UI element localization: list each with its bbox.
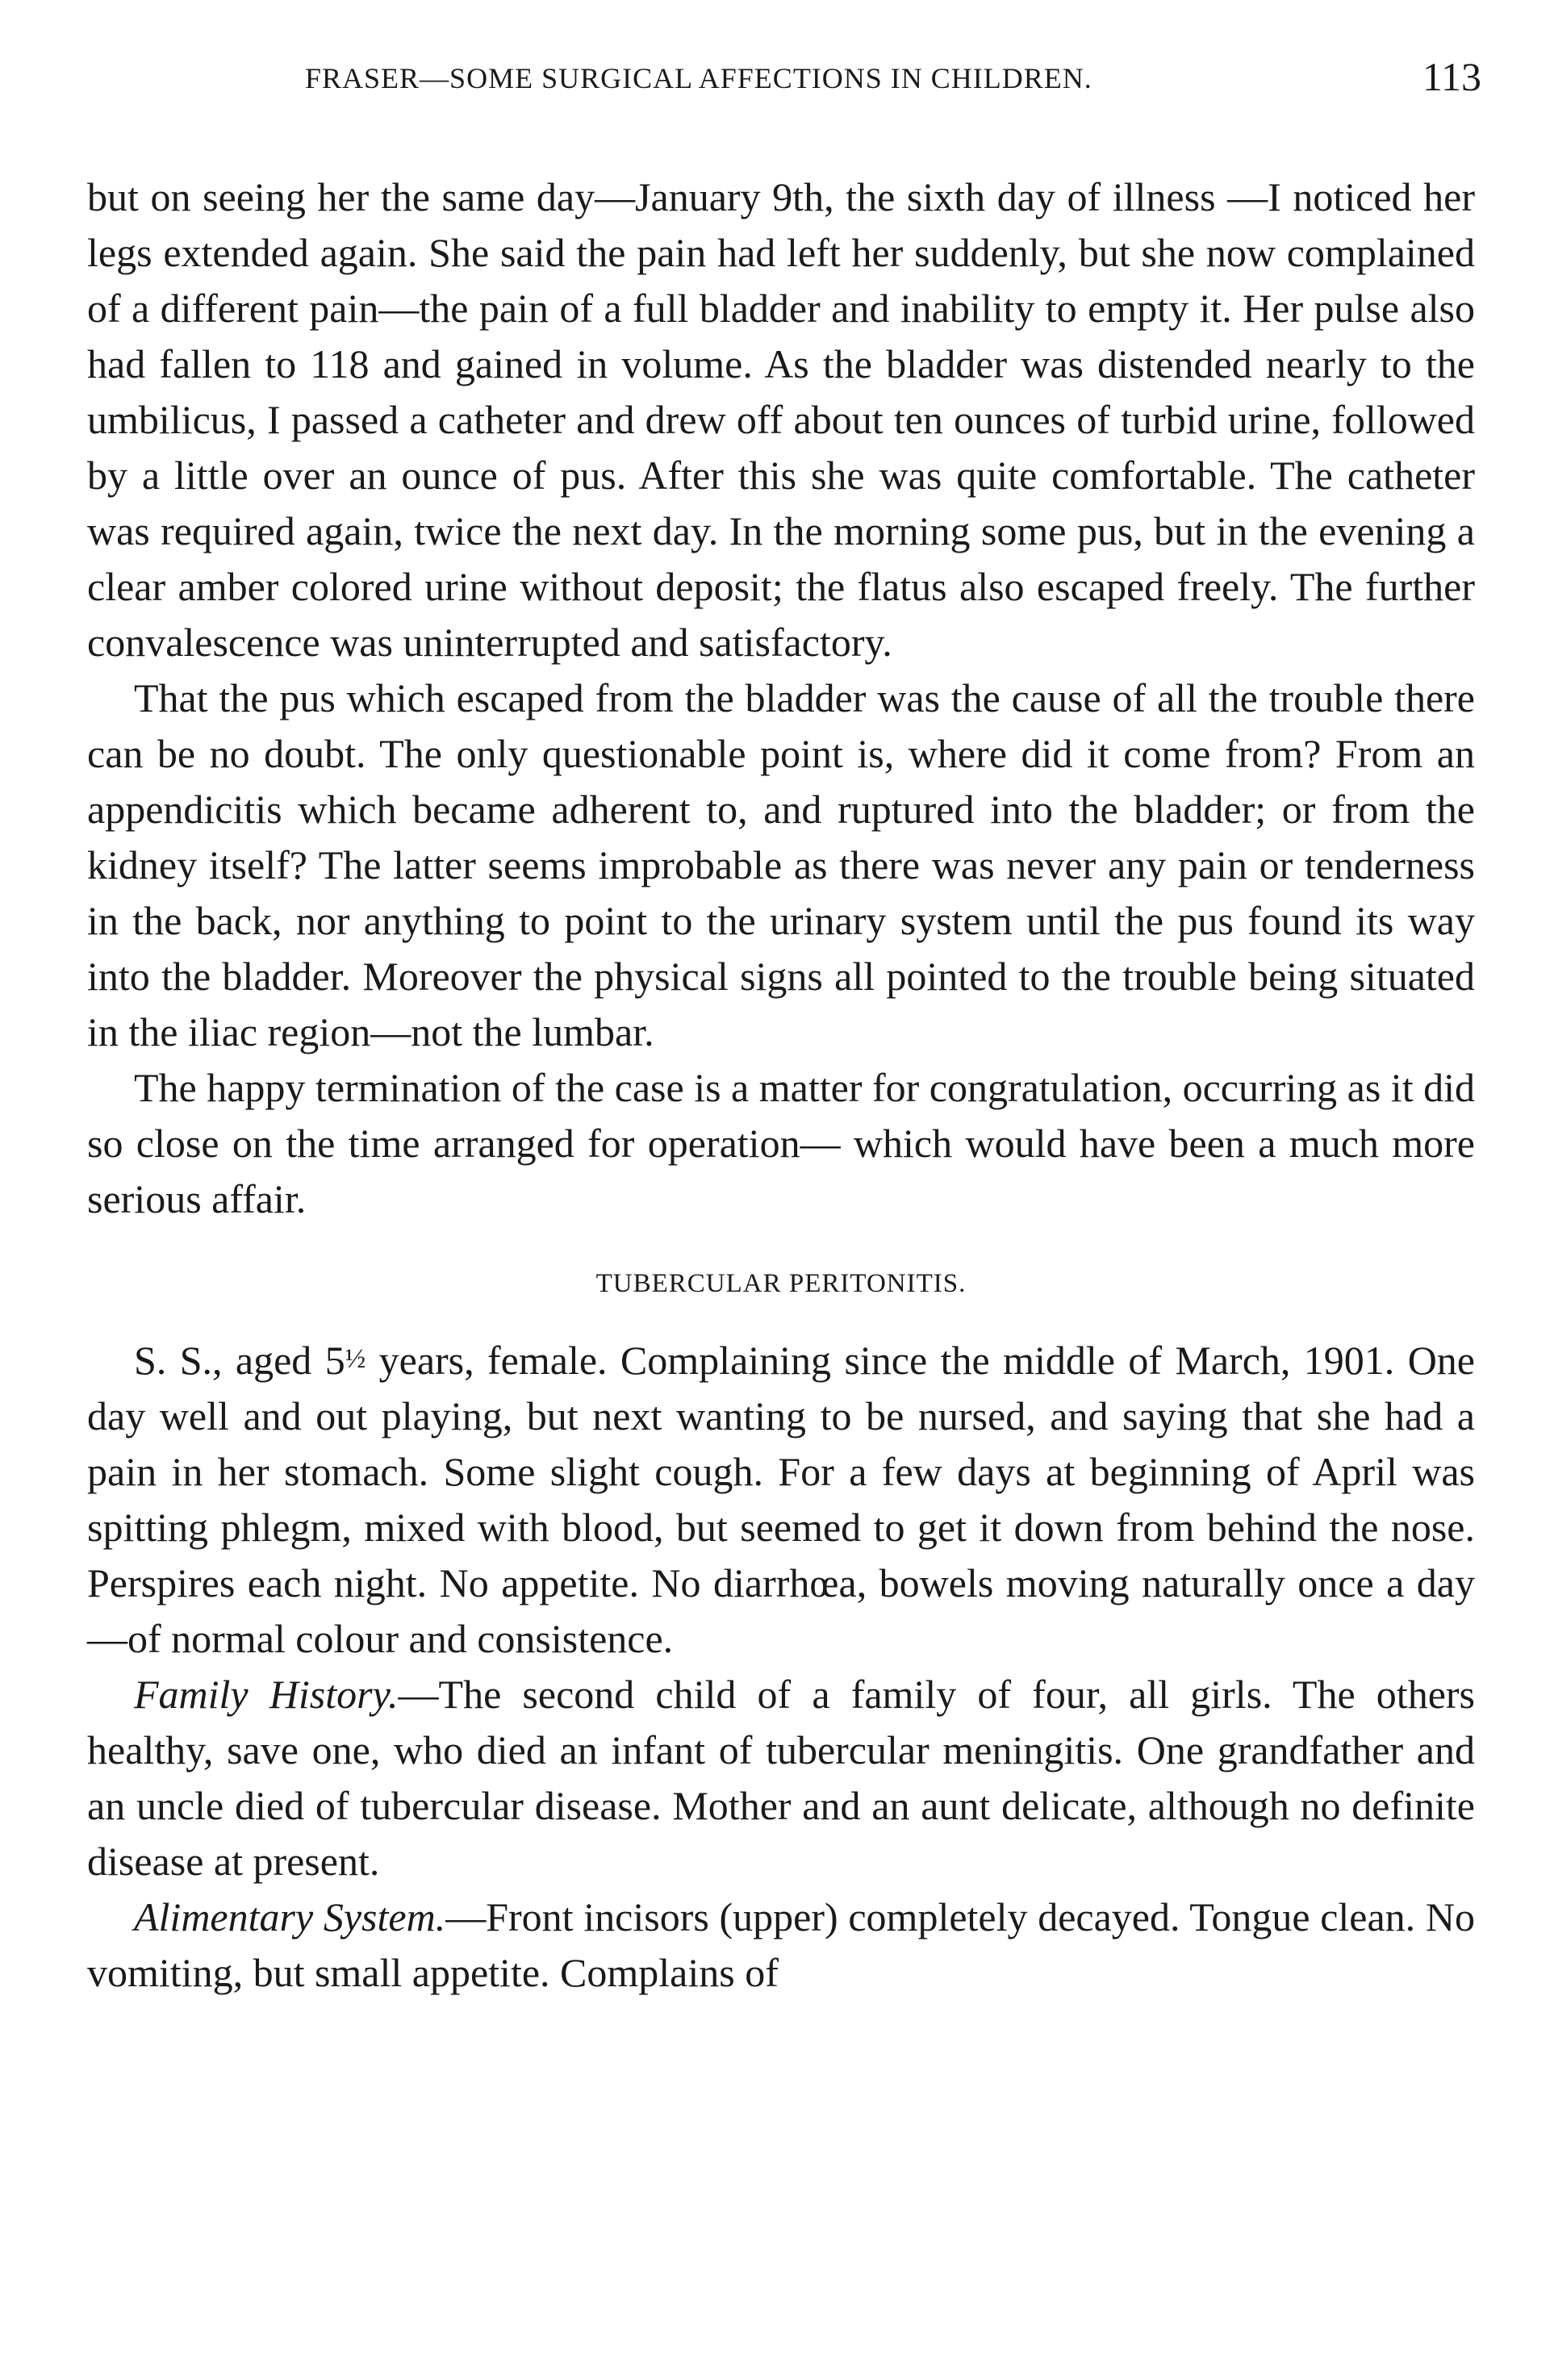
paragraph-continuation: but on seeing her the same day—January 9th, the sixth day of illness —I noticed her legs extended again. She said the pain had left her suddenly, but she now complained of a different pain—the pain of a full bladder and inability to empty it. Her pulse also had fallen to 118 and gained in volume. As the bladder was distended nearly to the umbilicus, I passed a catheter and drew off about ten ounces of turbid urine, followed by a little over an ounce of pus. After this she was quite comfortable. The catheter was required again, twice the next day. In the morning some pus, but in the evening a clear amber colored urine without deposit; the flatus also escaped freely. The further convalescence was uninterrupted and satisfactory. (87, 174, 1475, 665)
paragraph-pus-cause: That the pus which escaped from the bladder was the cause of all the trouble there can be no doubt. The only questionable point is, where did it come from? From an appendicitis which became adherent to, and ruptured into the bladder; or from the kidney itself? The latter seems improbable as there was never any pain or tenderness in the back, nor anything to point to the urinary system until the pus found its way into the bladder. Moreover the physical signs all pointed to the trouble being situated in the iliac region—not the lumbar. (87, 675, 1475, 1054)
body-text (87, 169, 1475, 2001)
alimentary-system-label: Alimentary System. (134, 1894, 446, 1939)
alimentary-system-text: —Front incisors (upper) completely decayed. Tongue clean. No vomiting, but small appetite. Complains of (87, 1894, 1475, 1995)
paragraph-happy-termination: The happy termination of the case is a matter for congratulation, occurring as it did so close on the time arranged for operation— which would have been a much more serious affair. (87, 1065, 1475, 1221)
paragraph-alimentary-system (87, 1889, 1475, 2001)
family-history-label: Family History. (134, 1672, 399, 1717)
section-heading: TUBERCULAR PERITONITIS. (595, 1269, 967, 1298)
running-head (87, 48, 1481, 113)
family-history-text: —The second child of a family of four, all girls. The others healthy, save one, who died an infant of tubercular meningitis. One grandfather and an uncle died of tubercular disease. Mother and an aunt delicate, although no definite disease at present. (87, 1672, 1475, 1884)
book-page (87, 48, 1481, 2001)
running-title: FRASER—SOME SURGICAL AFFECTIONS IN CHILDREN. (305, 62, 1092, 94)
case-intro-start: S. S., aged 5 (134, 1338, 345, 1383)
page-number: 113 (1422, 54, 1481, 99)
case-intro-rest: years, female. Complaining since the middle of March, 1901. One day well and out playing, but next wanting to be nursed, and saying that she had a pain in her stomach. Some slight cough. For a few days at beginning of April was spitting phlegm, mixed with blood, but seemed to get it down from behind the nose. Perspires each night. No appetite. No diarrhœa, bowels moving naturally once a day—of normal colour and consistence. (87, 1338, 1475, 1661)
age-fraction: ½ (345, 1344, 366, 1374)
paragraph-case-intro (87, 1331, 1475, 1667)
paragraph-family-history (87, 1667, 1475, 1889)
